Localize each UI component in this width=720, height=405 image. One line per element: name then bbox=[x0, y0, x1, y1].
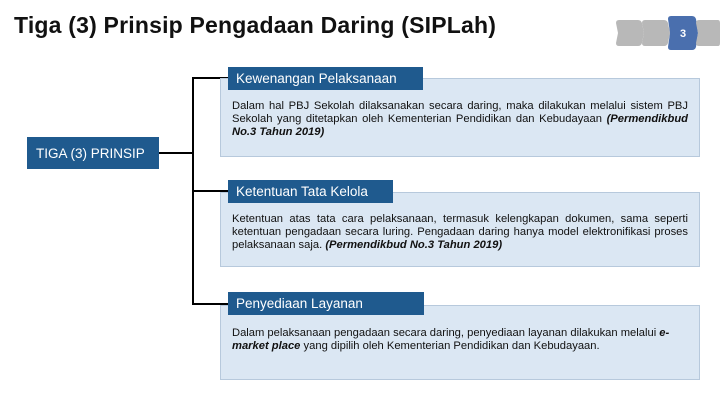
item-header-3 bbox=[228, 292, 424, 315]
item-header-label: Kewenangan Pelaksanaan bbox=[236, 71, 397, 86]
item-body-text: Dalam pelaksanaan pengadaan secara daring, penyediaan layanan dilakukan melalui bbox=[232, 327, 657, 339]
step-shape-4 bbox=[696, 20, 720, 46]
item-body-reference: (Permendikbud No.3 Tahun 2019) bbox=[325, 239, 503, 251]
item-body-box-3 bbox=[220, 305, 700, 380]
item-header-1 bbox=[228, 67, 423, 90]
root-label: TIGA (3) PRINSIP bbox=[36, 145, 145, 161]
root-node bbox=[27, 137, 159, 169]
page-title: Tiga (3) Prinsip Pengadaan Daring (SIPLah) bbox=[14, 12, 497, 38]
item-header-label: Penyediaan Layanan bbox=[236, 296, 363, 311]
item-header-label: Ketentuan Tata Kelola bbox=[236, 184, 368, 199]
item-header-2 bbox=[228, 180, 393, 203]
page-number: 3 bbox=[679, 28, 687, 40]
connector-root bbox=[159, 152, 193, 154]
item-body-text: Dalam hal PBJ Sekolah dilaksanakan secara daring, maka dilakukan melalui sistem PBJ Sekolah yang ditetapkan oleh Kementerian Pendidikan dan Kebudayaan bbox=[232, 100, 688, 125]
step-shape-2 bbox=[642, 20, 670, 46]
step-indicator bbox=[610, 14, 720, 52]
item-body-reference: e-market place bbox=[232, 327, 670, 352]
step-shape-1 bbox=[616, 20, 644, 46]
item-body-text: Ketentuan atas tata cara pelaksanaan, termasuk kelengkapan dokumen, sama seperti ketentuan pengadaan secara luring. Pengadaan daring hanya model elektronifikasi proses pelaksanaan saja. bbox=[232, 213, 688, 251]
item-body-box-2 bbox=[220, 192, 700, 267]
item-body-reference: (Permendikbud No.3 Tahun 2019) bbox=[232, 113, 689, 138]
item-body-tail: yang dipilih oleh Kementerian Pendidikan dan Kebudayaan. bbox=[303, 340, 600, 352]
